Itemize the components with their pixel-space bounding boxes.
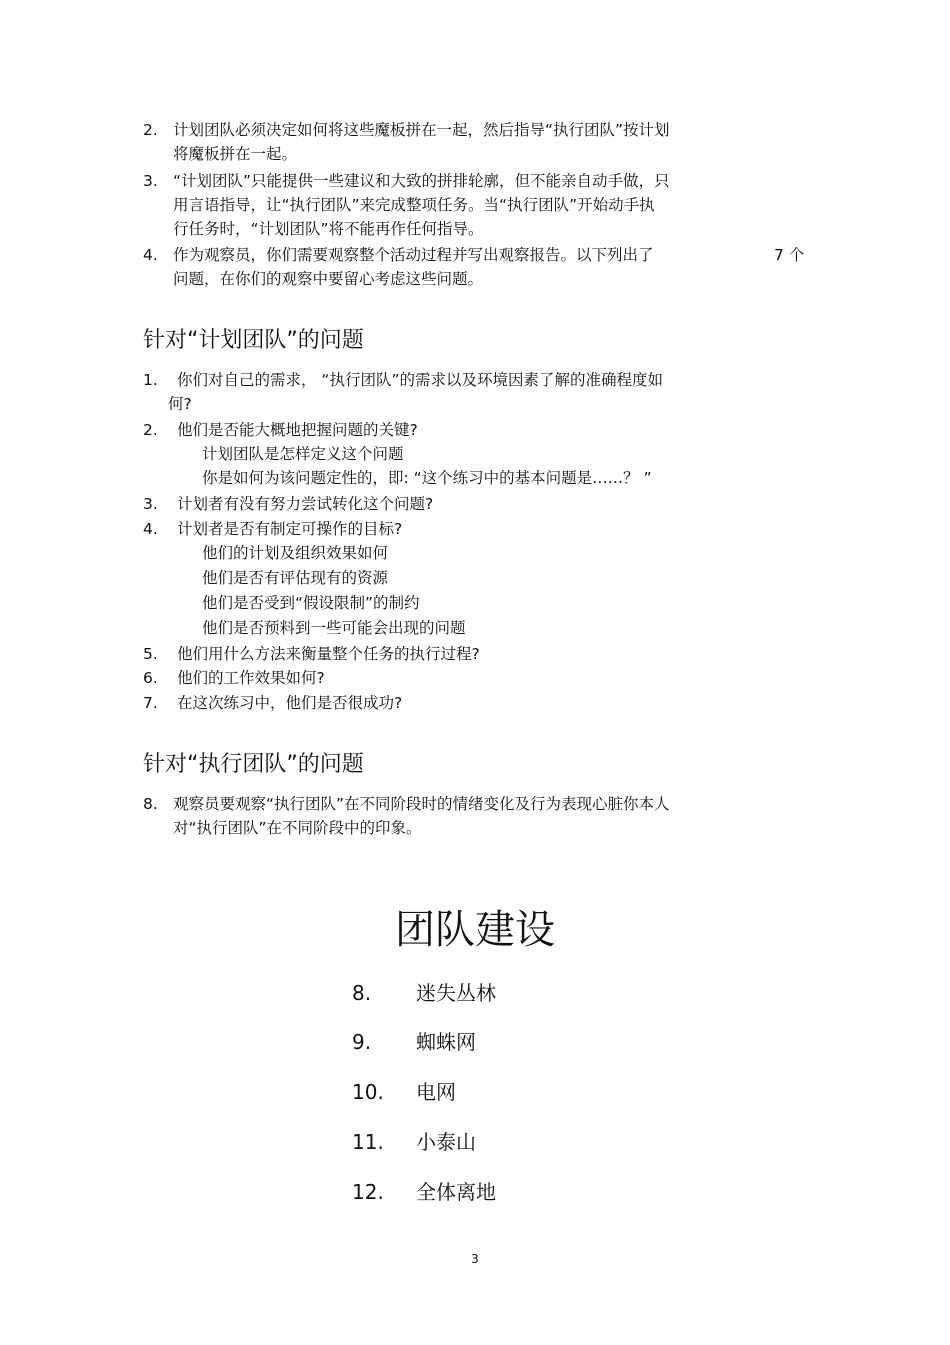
question-2-subitem: 你是如何为该问题定性的，即: “这个练习中的基本问题是……？ ” — [202, 469, 652, 487]
question-2-subitem: 计划团队是怎样定义这个问题 — [202, 445, 404, 463]
question-text: 在这次练习中，他们是否很成功? — [177, 694, 403, 712]
question-number: 3. — [143, 495, 158, 513]
question-number: 5. — [143, 645, 158, 663]
intro-item-line: 计划团队必须决定如何将这些魔板拼在一起，然后指导“执行团队”按计划 — [173, 121, 670, 139]
question-number: 8. — [143, 795, 158, 813]
activity-label: 电网 — [416, 1080, 456, 1104]
question-number: 1. — [143, 371, 158, 389]
intro-item-line: 用言语指导，让“执行团队”来完成整项任务。当“执行团队”开始动手执 — [173, 196, 655, 214]
activity-number: 10. — [352, 1080, 384, 1104]
question-text: 计划者有没有努力尝试转化这个问题? — [177, 495, 434, 513]
activity-label: 迷失丛林 — [416, 981, 496, 1005]
question-1 — [143, 368, 783, 416]
question-text: 他们是否能大概地把握问题的关键? — [177, 421, 418, 439]
intro-item-line: 将魔板拼在一起。 — [173, 145, 298, 163]
intro-item-number: 4. — [143, 246, 158, 264]
activity-number: 11. — [352, 1130, 384, 1154]
intro-item-line: 作为观察员，你们需要观察整个活动过程并写出观察报告。以下列出了 — [173, 246, 654, 264]
question-text-continued: 何? — [168, 395, 192, 413]
intro-item-line: 行任务时，“计划团队”将不能再作任何指导。 — [173, 220, 484, 238]
question-number: 7. — [143, 694, 158, 712]
section-heading-execution: 针对“执行团队”的问题 — [143, 752, 364, 777]
intro-item-line: “计划团队”只能提供一些建议和大致的拼排轮廓，但不能亲自动手做，只 — [173, 172, 670, 190]
section-heading-planning: 针对“计划团队”的问题 — [143, 328, 364, 353]
activity-label: 小泰山 — [416, 1130, 476, 1154]
question-4-subitem: 他们是否有评估现有的资源 — [202, 569, 389, 587]
activity-label: 蜘蛛网 — [416, 1030, 476, 1054]
question-text: 对“执行团队”在不同阶段中的印象。 — [173, 819, 422, 837]
question-4-subitem: 他们是否受到“假设限制”的制约 — [202, 594, 420, 612]
question-number: 6. — [143, 669, 158, 687]
activity-number: 12. — [352, 1180, 384, 1204]
question-4-subitem: 他们的计划及组织效果如何 — [202, 544, 389, 562]
question-text: 他们的工作效果如何? — [177, 669, 325, 687]
team-building-title: 团队建设 — [395, 907, 555, 953]
question-text: 计划者是否有制定可操作的目标? — [177, 520, 403, 538]
question-text: 你们对自己的需求， “执行团队”的需求以及环境因素了解的准确程度如 — [177, 371, 663, 389]
question-text: 他们用什么方法来衡量整个任务的执行过程? — [177, 645, 480, 663]
question-text: 观察员要观察“执行团队”在不同阶段时的情绪变化及行为表现心脏你本人 — [173, 795, 670, 813]
intro-item-number: 2. — [143, 121, 158, 139]
question-4-subitem: 他们是否预料到一些可能会出现的问题 — [202, 619, 466, 637]
page-number: 3 — [471, 1252, 479, 1266]
activity-number: 8. — [352, 981, 372, 1005]
intro-item-line: 问题，在你们的观察中要留心考虑这些问题。 — [173, 270, 484, 288]
question-number: 2. — [143, 421, 158, 439]
question-number: 4. — [143, 520, 158, 538]
intro-item-count: 7 个 — [774, 246, 805, 264]
intro-item-number: 3. — [143, 172, 158, 190]
activity-number: 9. — [352, 1030, 372, 1054]
activity-label: 全体离地 — [416, 1180, 496, 1204]
